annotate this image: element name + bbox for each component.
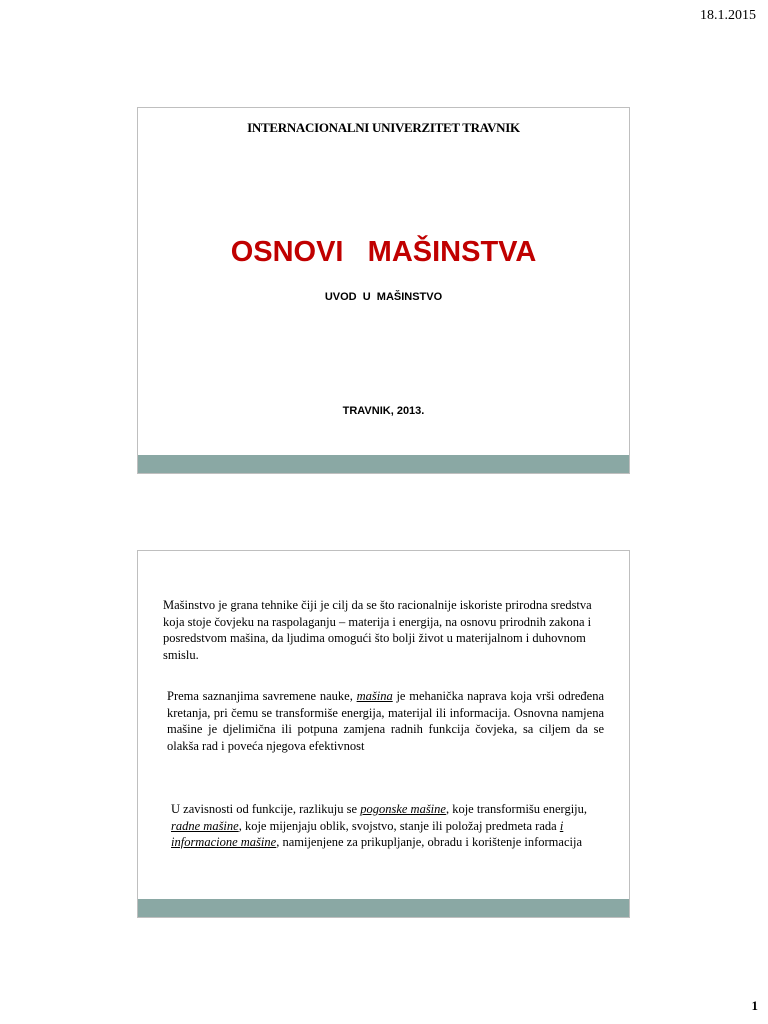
- p3-text-b: , koje transformišu energiju,: [445, 802, 588, 816]
- paragraph-definition: Mašinstvo je grana tehnike čiji je cilj da se što racionalnije iskoriste prirodna sredstva koja stoje čovjeku na raspolaganju – materija i energija, na osnovu prirodnih zakona i posredstvom mašina, da ljudima omogući što bolji život u materijalnom i duhovnom smislu.: [163, 598, 592, 662]
- p2-text-a: Prema saznanjima savremene nauke,: [167, 689, 357, 703]
- slide-title: OSNOVI MAŠINSTVA: [230, 236, 537, 268]
- term-masina: mašina: [356, 689, 393, 703]
- slide-subtitle: UVOD U MAŠINSTVO: [324, 291, 443, 303]
- page-date: 18.1.2015: [700, 8, 756, 23]
- term-pogonske-masine: pogonske mašine: [360, 802, 446, 816]
- title-slide: [137, 107, 630, 474]
- paragraph-machine: [167, 688, 604, 754]
- page-number: 1: [751, 998, 758, 1013]
- p3-text-a: U zavisnosti od funkcije, razlikuju se: [171, 802, 361, 816]
- paragraph-machine-types: [171, 801, 604, 851]
- p2-text-b: je mehanička naprava koja vrši određena kretanja, pri čemu se transformiše energija, materijal ili informacija. Osnovna namjena mašine je djelimična ili potpuna zamjena radnih funkcija čovjeka, sa ciljem da se olakša rad i poveća njegova efektivnost: [167, 689, 604, 753]
- p3-text-c: , koje mijenjaju oblik, svojstvo, stanje ili položaj predmeta rada: [238, 818, 560, 833]
- slide-footer-bar: [138, 899, 629, 917]
- content-slide: [137, 550, 630, 918]
- city-year: TRAVNIK, 2013.: [342, 405, 425, 417]
- slide-footer-bar: [138, 455, 629, 473]
- university-name: INTERNACIONALNI UNIVERZITET TRAVNIK: [247, 120, 520, 135]
- term-informacione-masine: i informacione mašine: [171, 818, 564, 849]
- p3-text-d: , namijenjene za prikupljanje, obradu i korištenje informacija: [276, 835, 582, 849]
- term-radne-masine: radne mašine: [171, 818, 239, 833]
